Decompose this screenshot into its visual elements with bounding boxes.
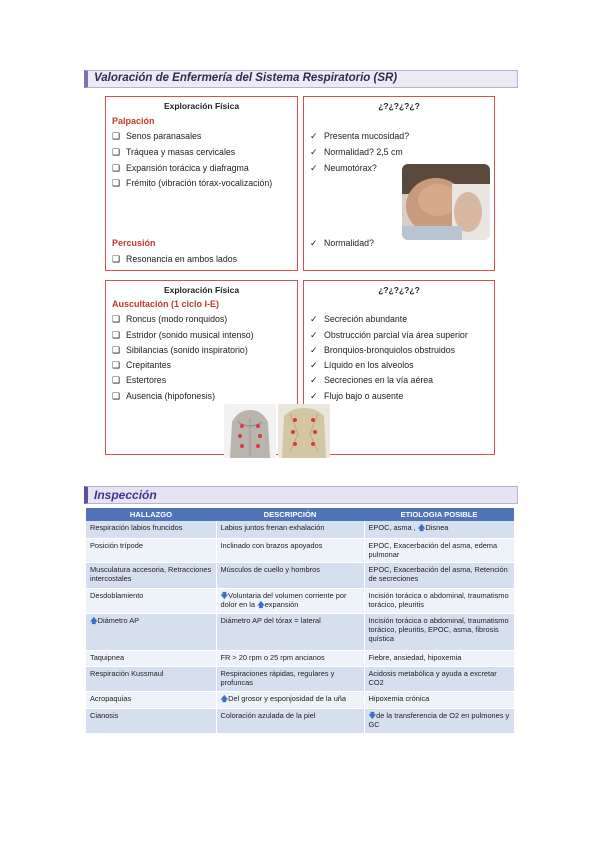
table-row xyxy=(86,588,514,613)
table-row xyxy=(86,521,514,538)
checkbox-icon: ❑ xyxy=(112,391,121,401)
list-item: ❑ Estridor (sonido musical intenso) xyxy=(112,330,254,340)
check-icon: ✓ xyxy=(310,131,318,141)
checkbox-icon: ❑ xyxy=(112,375,121,385)
list-item: ❑ Estertores xyxy=(112,375,167,385)
cell-etiologia: EPOC, asma , 🡅Disnea xyxy=(364,521,514,538)
cell-descripcion: Respiraciones rápidas, regulares y profuncas xyxy=(216,666,364,691)
table-row xyxy=(86,538,514,562)
list-item: ❑ Senos paranasales xyxy=(112,131,202,141)
table-row xyxy=(86,562,514,588)
cell-descripcion: 🡅Del grosor y esponjosidad de la uña xyxy=(216,691,364,708)
table-row xyxy=(86,613,514,650)
checkbox-icon: ❑ xyxy=(112,314,121,324)
table-row xyxy=(86,708,514,733)
cell-descripcion: Músculos de cuello y hombros xyxy=(216,562,364,588)
checkbox-icon: ❑ xyxy=(112,131,121,141)
cell-etiologia: Incisión torácica o abdominal, traumatismo torácico, pleuritis xyxy=(364,588,514,613)
list-item: ❑ Frémito (vibración tórax-vocalización) xyxy=(112,178,273,188)
cell-etiologia: Fiebre, ansiedad, hipoxemia xyxy=(364,650,514,666)
check-icon: ✓ xyxy=(310,391,318,401)
list-item: ❑ Tráquea y masas cervicales xyxy=(112,147,236,157)
list-item: ✓ Bronquios-bronquiolos obstruidos xyxy=(310,345,456,355)
check-icon: ✓ xyxy=(310,375,318,385)
cell-etiologia: EPOC, Exacerbación del asma, edema pulmonar xyxy=(364,538,514,562)
list-item: ✓ Secreción abundante xyxy=(310,314,408,324)
list-item: ✓ Normalidad? 2,5 cm xyxy=(310,147,403,157)
cell-descripcion: Inclinado con brazos apoyados xyxy=(216,538,364,562)
subtitle-palpacion: Palpación xyxy=(112,116,155,126)
cell-hallazgo: Respiración Kussmaul xyxy=(86,666,216,691)
cell-hallazgo: Posición trípode xyxy=(86,538,216,562)
cell-descripcion: 🡇Voluntaria del volumen corriente por dolor en la 🡅expansión xyxy=(216,588,364,613)
column-header: ETIOLOGIA POSIBLE xyxy=(364,508,514,521)
checkbox-icon: ❑ xyxy=(112,178,121,188)
cell-etiologia: Hipoxemia crónica xyxy=(364,691,514,708)
table-row xyxy=(86,666,514,691)
cell-etiologia: Incisión torácica o abdominal, traumatismo torácico, pleuritis, EPOC, asma, fibrosis quística xyxy=(364,613,514,650)
list-item: ❑ Ausencia (hipofonesis) xyxy=(112,391,215,401)
list-item: ❑ Crepitantes xyxy=(112,360,171,370)
inspection-table xyxy=(86,508,514,734)
cell-etiologia: 🡇de la transferencia de O2 en pulmones y GC xyxy=(364,708,514,733)
section-title-text: Valoración de Enfermería del Sistema Respiratorio (SR) xyxy=(94,72,398,84)
cell-descripcion: Diámetro AP del tórax = lateral xyxy=(216,613,364,650)
list-item: ✓ Normalidad? xyxy=(310,238,374,248)
cell-hallazgo: Musculatura accesoria, Retracciones intercostales xyxy=(86,562,216,588)
checkbox-icon: ❑ xyxy=(112,360,121,370)
list-item: ❑ Roncus (modo ronquidos) xyxy=(112,314,228,324)
cell-hallazgo: 🡅Diámetro AP xyxy=(86,613,216,650)
list-item: ❑ Sibilancias (sonido inspiratorio) xyxy=(112,345,248,355)
check-icon: ✓ xyxy=(310,147,318,157)
chest-auscultation-front-image xyxy=(224,404,276,458)
checkbox-icon: ❑ xyxy=(112,163,121,173)
cell-hallazgo: Cianosis xyxy=(86,708,216,733)
column-header: HALLAZGO xyxy=(86,508,216,521)
cell-descripcion: Coloración azulada de la piel xyxy=(216,708,364,733)
cell-hallazgo: Acropaquias xyxy=(86,691,216,708)
check-icon: ✓ xyxy=(310,163,318,173)
list-item: ✓ Flujo bajo o ausente xyxy=(310,391,404,401)
neck-palpation-photo xyxy=(402,164,490,240)
section-title-inspeccion xyxy=(84,486,518,504)
box-header: Exploración Física xyxy=(163,285,240,295)
check-icon: ✓ xyxy=(310,238,318,248)
arrow-up-icon: 🡅 xyxy=(257,599,265,609)
list-item: ✓ Neumotórax? xyxy=(310,163,377,173)
section-title-valoracion xyxy=(84,70,518,88)
arrow-up-icon: 🡅 xyxy=(90,615,98,625)
cell-hallazgo: Respiración labios fruncidos xyxy=(86,521,216,538)
box-preguntas-auscultacion xyxy=(303,280,495,455)
cell-descripcion: FR > 20 rpm o 25 rpm ancianos xyxy=(216,650,364,666)
cell-hallazgo: Taquipnea xyxy=(86,650,216,666)
check-icon: ✓ xyxy=(310,330,318,340)
subtitle-auscultacion: Auscultación (1 ciclo I-E) xyxy=(112,299,220,309)
checkbox-icon: ❑ xyxy=(112,254,121,264)
list-item: ❑ Expansión torácica y diafragma xyxy=(112,163,249,173)
arrow-down-icon: 🡇 xyxy=(220,590,229,600)
table-row xyxy=(86,691,514,708)
cell-etiologia: EPOC, Exacerbación del asma, Retención de secreciones xyxy=(364,562,514,588)
checkbox-icon: ❑ xyxy=(112,330,121,340)
column-header: DESCRIPCIÓN xyxy=(216,508,364,521)
table-header-row xyxy=(86,508,514,521)
chest-auscultation-back-image xyxy=(278,404,330,458)
subtitle-percusion: Percusión xyxy=(112,238,156,248)
list-item: ❑ Resonancia en ambos lados xyxy=(112,254,238,264)
list-item: ✓ Secreciones en la vía aérea xyxy=(310,375,434,385)
section-title-text: Inspección xyxy=(94,488,157,502)
cell-etiologia: Acidosis metabólica y ayuda a excretar CO2 xyxy=(364,666,514,691)
table-row xyxy=(86,650,514,666)
check-icon: ✓ xyxy=(310,314,318,324)
cell-hallazgo: Desdoblamiento xyxy=(86,588,216,613)
arrow-up-icon: 🡅 xyxy=(220,693,229,703)
list-item: ✓ Líquido en los alveolos xyxy=(310,360,414,370)
check-icon: ✓ xyxy=(310,360,318,370)
cell-descripcion: Labios juntos frenan exhalación xyxy=(216,521,364,538)
list-item: ✓ Obstrucción parcial vía área superior xyxy=(310,330,468,340)
box-header: ¿?¿?¿?¿? xyxy=(378,285,420,295)
checkbox-icon: ❑ xyxy=(112,345,121,355)
check-icon: ✓ xyxy=(310,345,318,355)
box-exploracion-palpacion xyxy=(105,96,298,271)
arrow-down-icon: 🡇 xyxy=(368,710,377,720)
arrow-up-icon: 🡅 xyxy=(417,523,426,532)
box-header: ¿?¿?¿?¿? xyxy=(378,101,420,111)
box-header: Exploración Física xyxy=(163,101,240,111)
checkbox-icon: ❑ xyxy=(112,147,121,157)
list-item: ✓ Presenta mucosidad? xyxy=(310,131,410,141)
